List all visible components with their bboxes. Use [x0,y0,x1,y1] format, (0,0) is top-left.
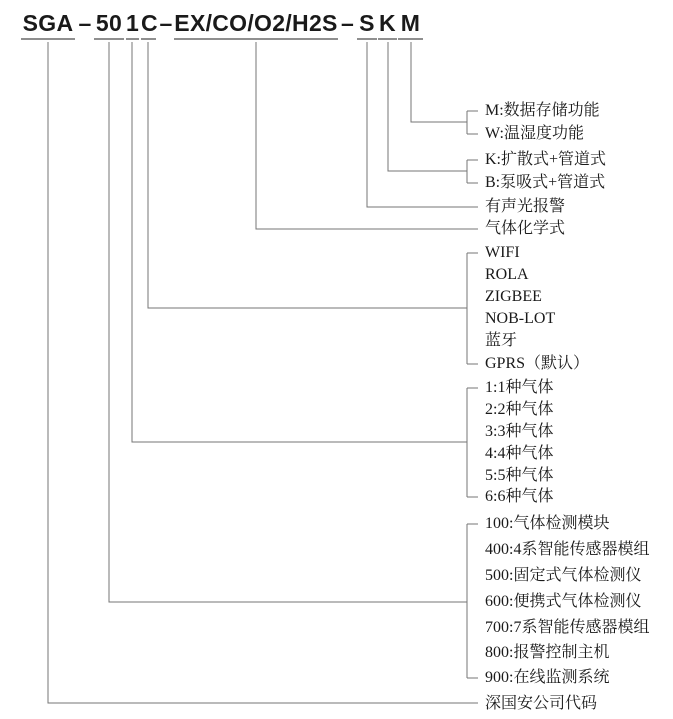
legend-item-function-m: M:数据存储功能 [485,102,600,119]
legend-item-gas-count-2: 2:2种气体 [485,401,554,418]
legend-item-comm-wifi: WIFI [485,244,520,261]
model-code-segment-communication: C [141,8,156,40]
legend-item-comm-zigbee: ZIGBEE [485,288,542,305]
model-code-segment-function: M [398,8,423,40]
connector-alarm [367,42,478,207]
legend-item-alarm: 有声光报警 [485,198,566,215]
legend-item-gas-formula: 气体化学式 [485,220,566,237]
connector-gas-count-feed [132,42,467,442]
model-code-segment-alarm: S [357,8,377,40]
legend-item-comm-gprs: GPRS（默认） [485,355,590,372]
legend-item-comm-rola: ROLA [485,266,529,283]
legend-item-gas-count-5: 5:5种气体 [485,467,554,484]
legend-item-series-100: 100:气体检测模块 [485,515,610,532]
connector-communication-feed [148,42,467,308]
legend-item-gas-count-6: 6:6种气体 [485,488,554,505]
legend-item-function-w: W:温湿度功能 [485,125,584,142]
connector-series-feed [109,42,467,602]
legend-item-series-500: 500:固定式气体检测仪 [485,567,642,584]
legend-item-gas-count-4: 4:4种气体 [485,445,554,462]
connector-company [48,42,478,703]
model-code-segment-sampling: K [378,8,397,40]
legend-item-series-700: 700:7系智能传感器模组 [485,619,650,636]
model-code-segment-series: 50 [94,8,124,40]
connector-function-feed [411,42,467,122]
legend-item-series-400: 400:4系智能传感器模组 [485,541,650,558]
model-code-dash: – [78,10,92,36]
legend-item-series-600: 600:便携式气体检测仪 [485,593,642,610]
legend-item-series-800: 800:报警控制主机 [485,644,610,661]
legend-item-gas-count-3: 3:3种气体 [485,423,554,440]
legend-item-gas-count-1: 1:1种气体 [485,379,554,396]
legend-item-comm-bluetooth: 蓝牙 [485,332,518,349]
legend-item-sampling-k: K:扩散式+管道式 [485,151,607,168]
model-code-segment-gas-count: 1 [126,8,139,40]
model-code-dash: – [159,10,173,36]
legend-item-company: 深国安公司代码 [485,695,598,712]
legend-item-comm-noblot: NOB-LOT [485,310,556,327]
model-code-segment-gas-formula: EX/CO/O2/H2S [174,8,338,40]
legend-item-sampling-b: B:泵吸式+管道式 [485,174,606,191]
model-code-dash: – [340,10,355,36]
legend-item-series-900: 900:在线监测系统 [485,669,610,686]
model-code-segment-company: SGA [21,8,75,40]
connector-sampling-feed [388,42,467,171]
